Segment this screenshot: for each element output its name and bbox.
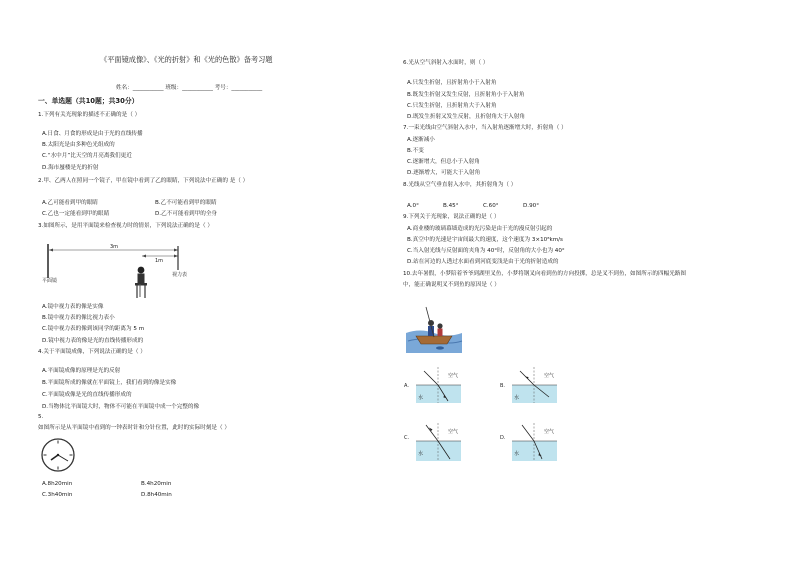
- question-stem: 如图所示是从平面镜中看到的一钟表时针和分针位置，此时的实际时刻是（ ）: [38, 425, 230, 431]
- label-eye-chart: 视力表: [172, 272, 188, 278]
- question-stem: 6.光从空气斜射入水面时，则（ ）: [403, 60, 489, 66]
- option-a: A.乙可能看到甲的眼睛: [42, 200, 98, 206]
- option-d: D.8h40min: [141, 492, 172, 498]
- svg-text:水: 水: [418, 451, 424, 457]
- option-d: D.站在河边的人透过水面看到河底变浅是由于光的折射造成的: [407, 259, 559, 265]
- question-stem: 7.一束光线由空气斜射入水中，当入射角逐渐增大时，折射角（ ）: [403, 125, 567, 131]
- option-b: B.乙不可能看到甲的眼睛: [155, 200, 217, 206]
- clock-icon: [40, 437, 76, 473]
- option-a: A.逐渐减小: [407, 137, 435, 143]
- question-stem: 2.甲、乙两人在照同一个镜子，甲在镜中看到了乙的眼睛，下列说法中正确的 是（ ）: [38, 178, 249, 184]
- option-d: D.海市蜃楼是光的折射: [42, 165, 99, 171]
- option-c: C.镜中视力表的像到该同学的距离为 5 m: [42, 326, 145, 332]
- option-b: B.镜中视力表的像比视力表小: [42, 315, 115, 321]
- question-stem-continued: 中，能正确说明叉不到鱼的原因是（ ）: [403, 282, 500, 288]
- student-info-line: 姓名：___________ 班级：___________ 考号：___________: [116, 85, 263, 91]
- fishing-boat-picture: [404, 303, 464, 355]
- option-a: A.镜中视力表的像是实像: [42, 304, 104, 310]
- option-b: B.45°: [443, 203, 459, 209]
- option-c: C.“水中月”比天空的月亮离我们更近: [42, 153, 132, 159]
- question-stem: 8.光线从空气垂直射入水中，其折射角为（ ）: [403, 182, 517, 188]
- question-stem: 9.下列关于光现象，说法正确的是（ ）: [403, 214, 500, 220]
- option-b: B.平面镜所成的像就在平面镜上，我们看到的像是实像: [42, 380, 177, 386]
- label-1m: 1m: [155, 258, 164, 264]
- option-c: C.乙也一定能看到甲的眼睛: [42, 211, 110, 217]
- option-c: C.只发生折射，且折射角大于入射角: [407, 103, 497, 109]
- diagram-a: [404, 367, 461, 403]
- vision-test-figure: [40, 240, 220, 302]
- diagram-d: [500, 423, 557, 461]
- option-d: D.逐渐增大，可能大于入射角: [407, 170, 481, 176]
- svg-text:空气: 空气: [448, 429, 459, 435]
- option-d: D.当物体比平面镜大时，物体不可能在平面镜中成一个完整的像: [42, 404, 200, 410]
- option-c: C.当入射光线与反射面的夹角为 40°时，反射角的大小也为 40°: [407, 248, 565, 254]
- option-b: B.太阳光是由多种色光组成的: [42, 142, 115, 148]
- option-d: D.乙不可能看到甲的全身: [155, 211, 218, 217]
- diagram-c: [404, 423, 461, 461]
- option-b: B.4h20min: [141, 481, 172, 487]
- svg-text:D.: D.: [500, 435, 506, 441]
- svg-text:水: 水: [418, 395, 424, 401]
- section-heading: 一、单选题（共10题；共30分）: [38, 97, 139, 105]
- option-a: A.商业楼的玻璃幕墙造成的光污染是由于光的漫反射引起的: [407, 226, 553, 232]
- option-b: B.不变: [407, 148, 424, 154]
- option-a: A.平面镜成像的原理是光的反射: [42, 368, 121, 374]
- diagram-b: [500, 367, 557, 403]
- option-b: B.既发生折射又发生反射，且折射角小于入射角: [407, 92, 525, 98]
- option-d: D.既发生折射又发生反射，且折射角大于入射角: [407, 114, 525, 120]
- svg-text:空气: 空气: [448, 373, 459, 379]
- question-stem: 4.关于平面镜成像，下列说法正确的是（ ）: [38, 349, 146, 355]
- svg-text:A.: A.: [404, 383, 409, 389]
- question-stem: 1.下列有关光现象的描述不正确的是（ ）: [38, 112, 141, 118]
- option-d: D.镜中视力表的像是光的直线传播形成的: [42, 338, 144, 344]
- svg-text:水: 水: [514, 451, 520, 457]
- exam-title: 《平面镜成像》、《光的折射》和《光的色散》备考习题: [100, 55, 273, 64]
- svg-text:空气: 空气: [544, 373, 555, 379]
- option-a: A.8h20min: [42, 481, 73, 487]
- option-a: A.日食、月食的形成是由于光的直线传播: [42, 131, 143, 137]
- fish: [436, 346, 444, 349]
- option-a: A.0°: [407, 203, 419, 209]
- option-d: D.90°: [523, 203, 540, 209]
- question-number: 5.: [38, 414, 44, 420]
- option-c: C.逐渐增大，但总小于入射角: [407, 159, 480, 165]
- refraction-diagrams: [404, 365, 564, 465]
- svg-text:C.: C.: [404, 435, 410, 441]
- svg-text:B.: B.: [500, 383, 506, 389]
- option-c: C.60°: [483, 203, 499, 209]
- option-b: B.真空中的光速是宇宙间最大的速度，这个速度为 3×10⁸km/s: [407, 237, 563, 243]
- label-mirror: 平面镜: [42, 278, 58, 284]
- option-c: C.3h40min: [42, 492, 73, 498]
- question-stem: 10.去年暑假，小梦陪着爷爷到湖里叉鱼，小梦将钢叉向看到鱼的方向投掷，总是叉不到鱼，如图所示的四幅光路图: [403, 271, 686, 277]
- option-c: C.平面镜成像是光的直线传播形成的: [42, 392, 132, 398]
- svg-text:水: 水: [514, 395, 520, 401]
- label-3m: 3m: [110, 244, 119, 250]
- student-figure: [135, 267, 147, 298]
- question-stem: 3.如图所示，是用平面镜来检查视力时的情景，下列说法正确的是（ ）: [38, 223, 213, 229]
- svg-text:空气: 空气: [544, 429, 555, 435]
- option-a: A.只发生折射，且折射角小于入射角: [407, 80, 497, 86]
